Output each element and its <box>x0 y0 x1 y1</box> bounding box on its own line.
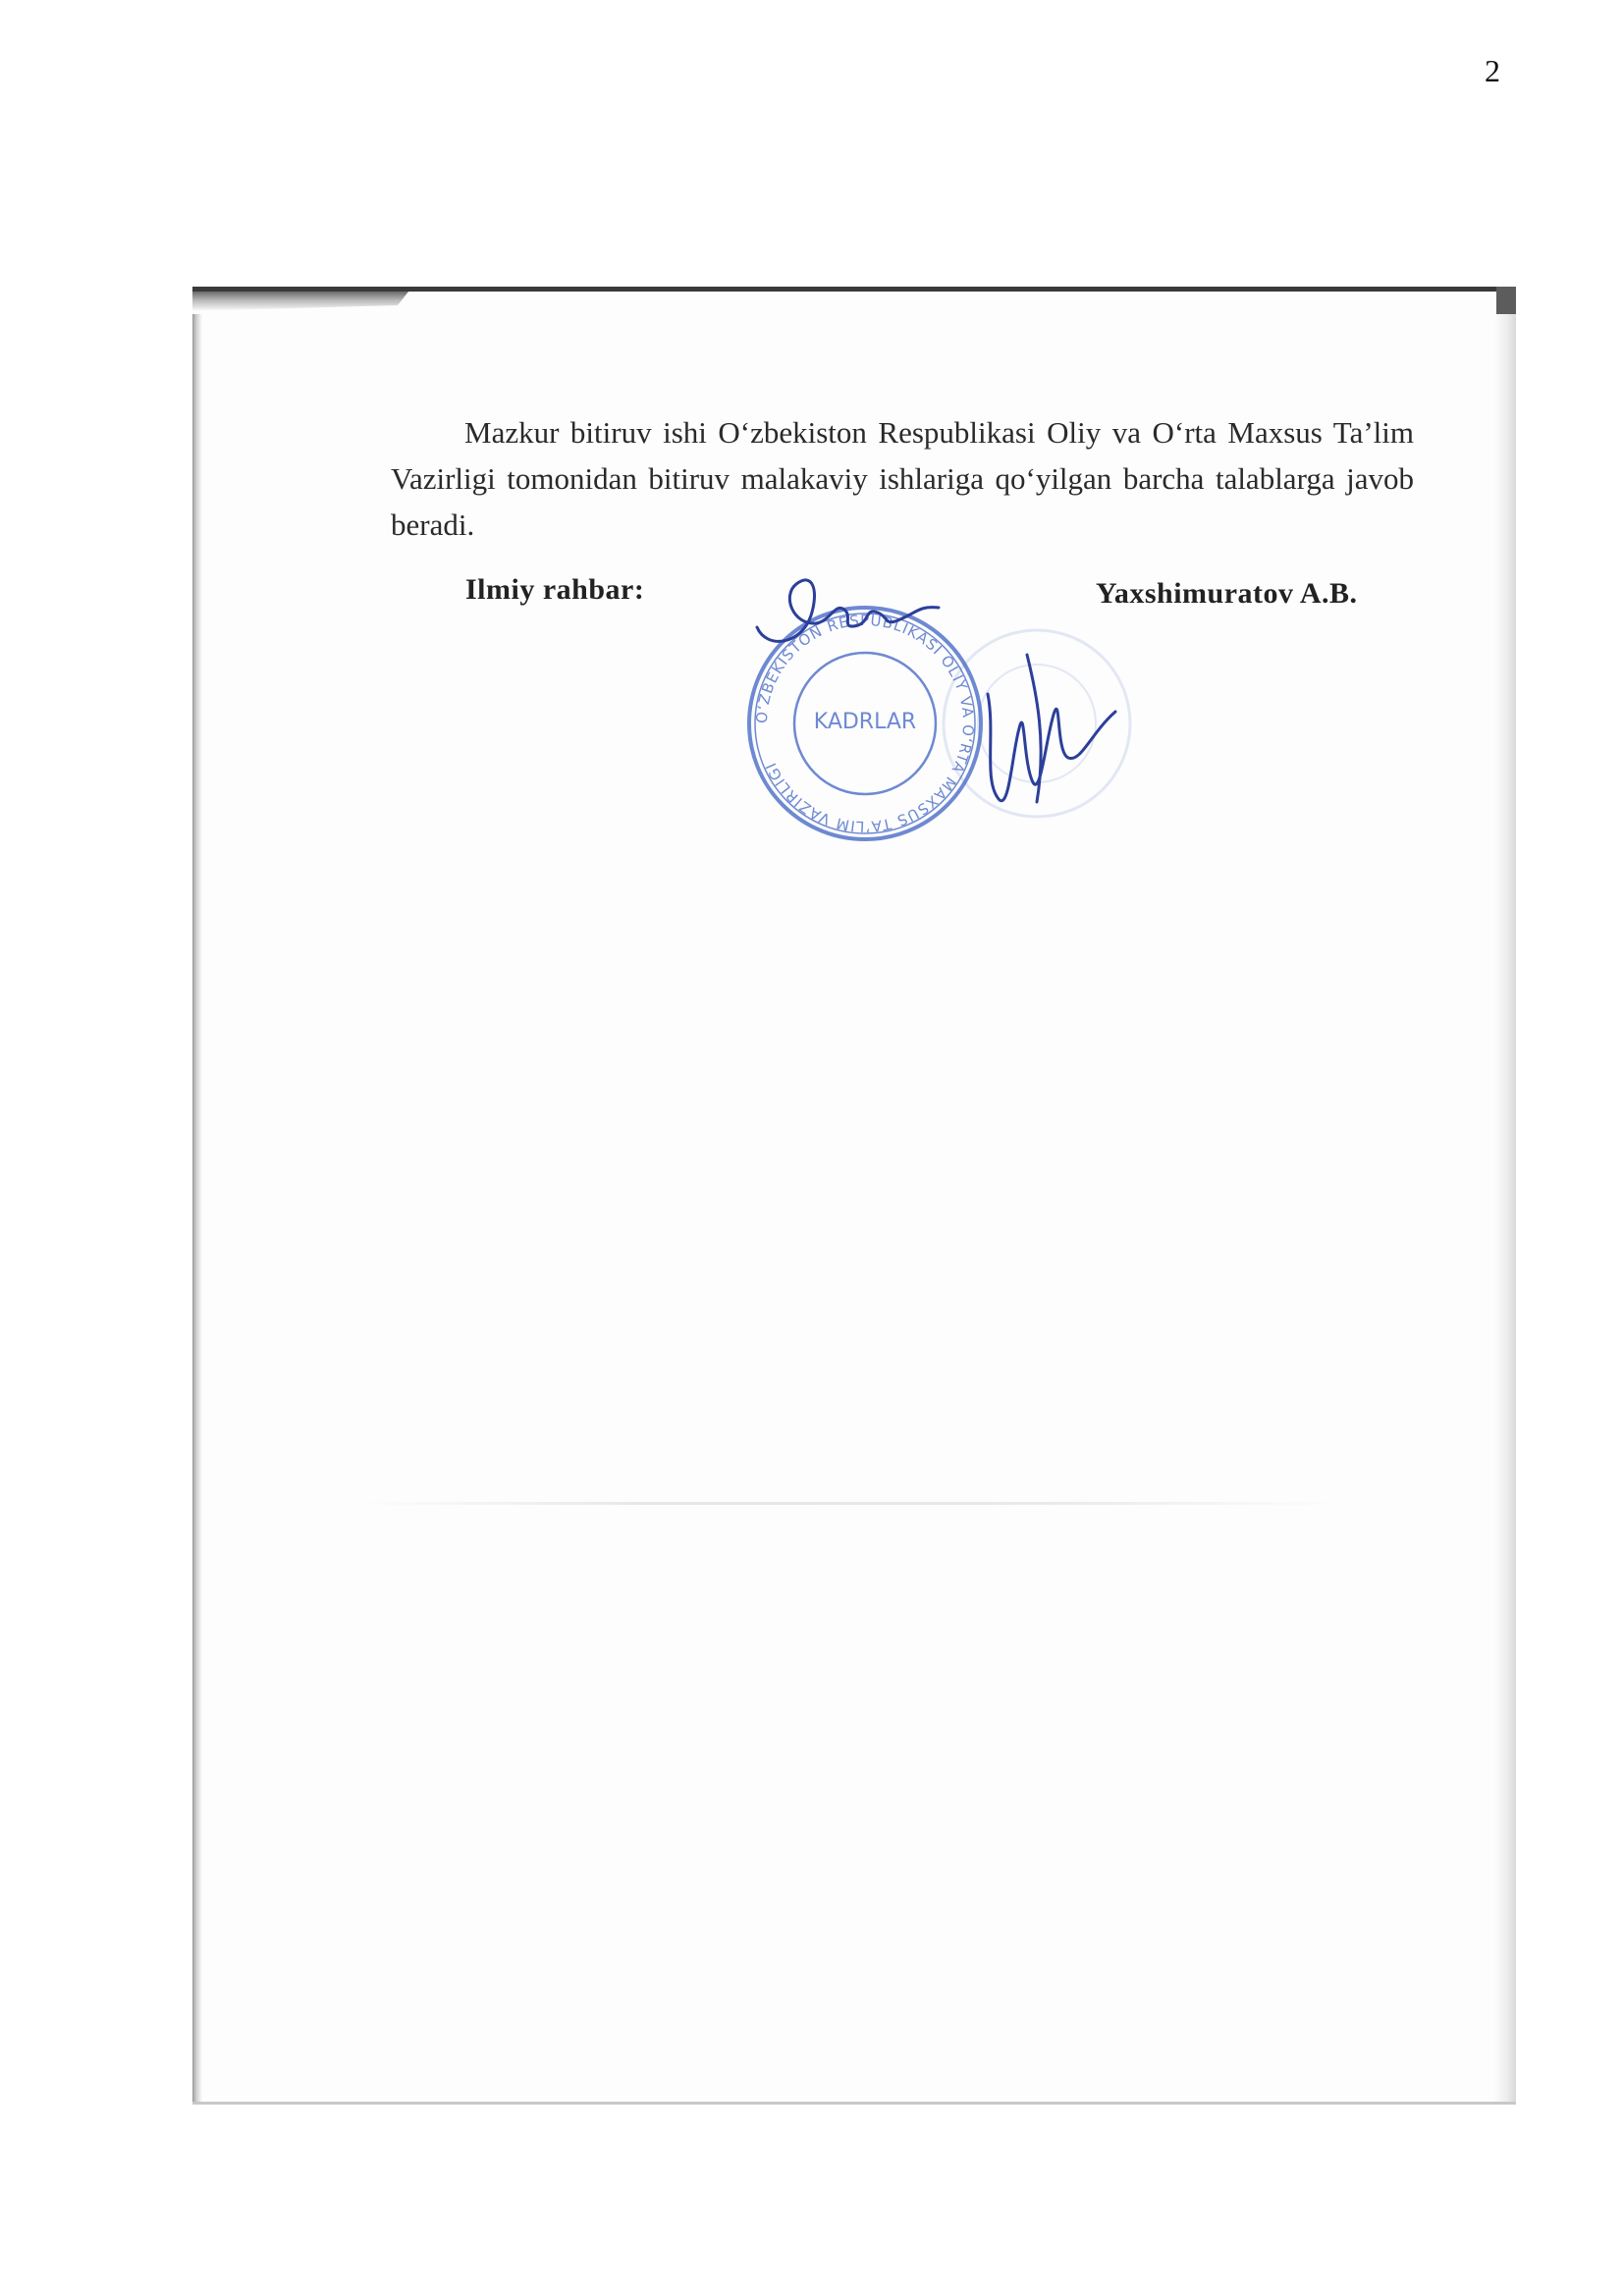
approval-paragraph: Mazkur bitiruv ishi O‘zbekiston Respublikasi Oliy va O‘rta Maxsus Ta’lim Vazirligi tomonidan bitiruv malakaviy ishlariga qo‘yilgan barcha talablarga javob beradi. <box>391 415 1414 542</box>
stamp-inner-text: KADRLAR <box>813 710 917 734</box>
supervisor-label: Ilmiy rahbar: <box>465 573 645 606</box>
scanned-page <box>192 287 1516 2105</box>
scan-bottom-edge <box>192 2102 1516 2105</box>
supervisor-name: Yaxshimuratov A.B. <box>1096 577 1358 610</box>
approval-text <box>391 409 1414 548</box>
official-stamp-with-signatures <box>742 557 1155 851</box>
scan-top-shadow <box>192 292 408 311</box>
page-number: 2 <box>1485 53 1500 88</box>
scan-top-edge <box>192 287 1516 292</box>
stamp-outer-text: O‘ZBEKISTON RESPUBLIKASI OLIY VA O‘RTA MAXSUS TA’LIM VAZIRLIGI <box>752 611 978 836</box>
scan-right-edge <box>1494 314 1516 2105</box>
scan-corner <box>1496 287 1516 314</box>
scan-left-edge <box>192 314 202 2105</box>
paper-fold-line <box>359 1502 1341 1505</box>
